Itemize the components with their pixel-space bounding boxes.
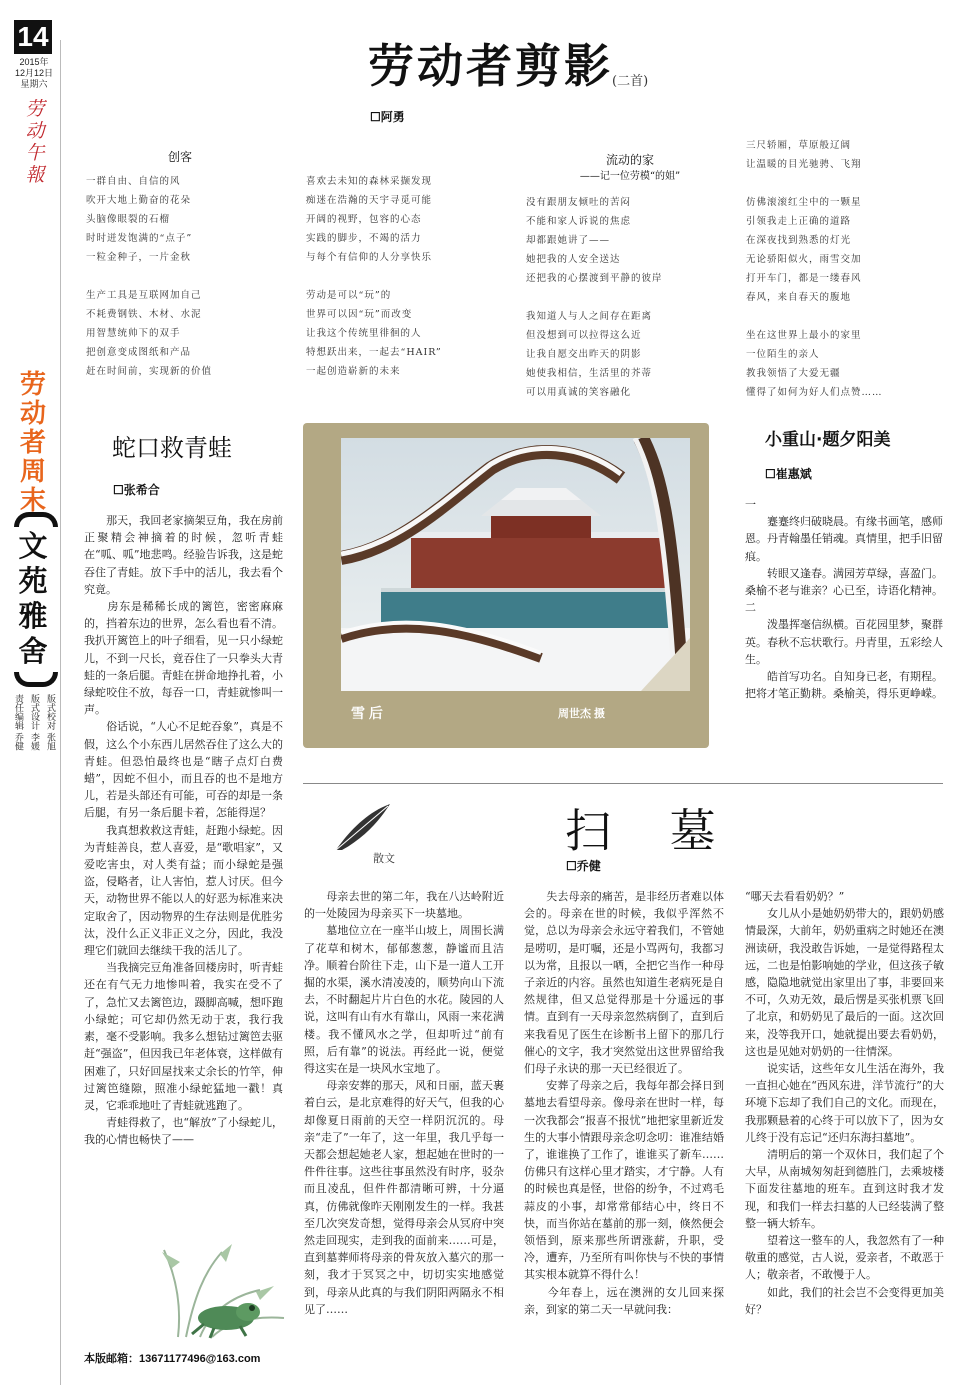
essay-byline: ☐乔健 xyxy=(566,859,601,873)
poem2-subtitle: ——记一位劳模“的姐” xyxy=(579,171,681,182)
section-label: 文 苑 雅 舍 xyxy=(18,531,48,668)
feature-subtitle: (二首) xyxy=(612,74,649,89)
frog-article-body: 那天，我回老家摘架豆角，我在房前正聚精会神摘着的时候，忽听青蛙在“呱、呱”地悲鸣。经验告诉我，这是蛇吞住了青蛙。放下手中的活儿，我去看个究竟。 房东是稀稀长成的篱笆，密密麻麻的，挡着东边的世界，怎么看也看不清。我扒开篱笆上的叶子细看，见一只小绿蛇儿，不到一尺长，竟吞住了一只拳头大青蛙的一条后腿。青蛙在拼命地挣扎着，小绿蛇咬住不放，每吞一口，青蛙就惨叫一声。 俗话说，“人心不足蛇吞象”，真是不假，这么个小东西儿居然吞住了这么大的青蛙。但恐怕最终也是“瞎子点灯白费蜡”，因蛇不但小，而且吞的也不是地方儿，若是头部还有可能，可吞的却是一条后腿，有另一条后腿卡着，怎能得逞？ 我真想救救这青蛙，赶跑小绿蛇。因为青蛙善良，惹人喜爱，是“歌唱家”，又爱吃害虫，对人类有益；而小绿蛇是强盗，侵略者，让人害怕，惹人讨厌。但今天，动物世界不能以人的好恶为标准来决定取舍了，因动物界的生存法则是优胜劣汰，没什么正义非正义之分，因此，我没理它们就回去继续干我的活儿了。 当我摘完豆角准备回楼房时，听青蛙还在有气无力地惨叫着，我实在受不了了，急忙又去篱笆边，蹑脚高喊，想吓跑小绿蛇；可它却仍然无动于衷，我行我素，毫不受影响。我多么想钻过篱笆去驱赶“强盗”，但因我已年老体衰，这样做有困难了，只好回屋找来丈余长的竹竿，伸过篱笆缝隙，照准小绿蛇猛地一戳！真灵，它乖乖地吐了青蛙就逃跑了。 青蛙得救了，也“解放”了小绿蛇儿，我的心情也畅快了—— xyxy=(84,514,283,1147)
credit-proofread: 版式校对 张旭 xyxy=(46,694,56,751)
essay-tag: 散文 xyxy=(373,852,395,865)
masthead-logo: 劳 动 午 報 xyxy=(25,98,45,186)
photo-credit: 周世杰 摄 xyxy=(558,708,606,720)
credit-editor: 责任编辑 乔健 xyxy=(14,694,24,751)
poem2-column-1: 没有跟朋友倾吐的苦闷 不能和家人诉说的焦虑 却都跟她讲了—— 她把我的人安全送达 还把我的心摆渡到平静的彼岸 我知道人与人之间存在距离 但没想到可以拉得这么近 让我自愿交出昨天的阴影 她使我相信，生活里的芥蒂 可以用真诚的笑容融化 xyxy=(526,197,663,398)
contact-email: 本版邮箱：13671177496@163.com xyxy=(84,1353,261,1365)
frog-article-title: 蛇口救青蛙 xyxy=(112,434,232,462)
essay-column-2: 失去母亲的痛苦，是非经历者难以体会的。母亲在世的时候，我似乎浑然不觉，总以为母亲会永远守着我们，不管她是唠叨，是叮嘱，还是小骂两句，我都习以为常，且报以一哂，全把它当作一种母子亲近的内容。虽然也知道生老病死是自然规律，但又总觉得那是十分遥远的事情。直到有一天母亲忽然病倒了，直到后来我看见了医生在诊断书上留下的那几行催心的文字，我才突然觉出这世界留给我们母子永诀的那一天已经很近了。 安葬了母亲之后，我每年都会择日到墓地去看望母亲。像母亲在世时一样，每一次我都会“报喜不报忧”地把家里新近发生的大事小情跟母亲念叨念叨：谁准结婚了，谁谁换了工作了，谁谁买了新车……仿佛只有这样心里才踏实，才宁静。人有的时候也真是怪，世俗的纷争，不过鸡毛蒜皮的小事，却常常郁结心中，终日不快，而当你站在墓前的那一刻，倏然便会领悟到，原来那些所谓涨薪，升职，受冷，遭弃，乃至所有叫你快与不快的事情其实根本就算不得什么！ 今年春上，远在澳洲的女儿回来探亲，到家的第二天一早就问我： xyxy=(524,890,724,1316)
issue-date: 2015年 12月12日 星期六 xyxy=(14,57,54,89)
credit-design: 版式设计 李媛 xyxy=(30,694,40,751)
feature-byline: ☐阿勇 xyxy=(370,110,405,124)
frog-article-byline: ☐张希合 xyxy=(113,483,160,497)
ci-byline: ☐崔惠斌 xyxy=(765,467,812,481)
essay-column-1: 母亲去世的第二年，我在八达岭附近的一处陵园为母亲买下一块墓地。 墓地位立在一座半山坡上，周围长满了花草和树木，郁郁葱葱，静谧而且洁净。顺着台阶往下走，山下是一道人工开掘的水渠，溪水清凌凌的，顺势向山下流去，不时翻起片片白色的水花。陵园的人说，这叫有山有水有靠山，风雨一来花满楼。我不懂风水之学，但却听过“前有照，后有靠”的说法。再经此一说，便觉得这实在是一块风水宝地了。 母亲安葬的那天，风和日丽，蓝天裹着白云，是北京难得的好天气，但我的心却像夏日雨前的天空一样阴沉沉的。母亲“走了”一年了，这一年里，我几乎每一天都会想起她老人家，想起她在世时的一件件往事。这些往事虽然没有时序，驳杂而且凌乱，但件件都清晰可辨，十分逼真，仿佛就像昨天刚刚发生的一样。我甚至几次突发奇想，觉得母亲会从冥府中突然走回现实，走到我的面前来……可是，直到墓葬师将母亲的骨灰放入墓穴的那一刻，我才于冥冥之中，切切实实地感觉到，母亲从此真的与我们阴阳两隔永不相见了…… xyxy=(304,890,504,1316)
editor-credits xyxy=(14,694,58,774)
quill-icon xyxy=(330,800,394,856)
bracket-bottom xyxy=(14,672,58,687)
essay-title: 扫 墓 xyxy=(565,804,738,858)
frog-illustration xyxy=(160,1232,290,1342)
poem2-title: 流动的家 xyxy=(605,153,654,167)
ci-body: 一 蹇蹇终归破晓晨。有缘书画笔，感师恩。丹青翰墨任销魂。真情里，把手旧留痕。 转眼又逢春。满园芳草绿，喜盈门。桑榆不老与谁亲？心已至，诗语化精神。 二 泼墨挥毫信纵横。百花园里梦，聚群英。春秋不忘状歌行。丹青里，五彩绘人生。 皓首写功名。自知身已老，有期程。把将才笔正勤耕。桑榆美，得乐更峥嵘。 xyxy=(745,498,943,701)
essay-column-3: “哪天去看看奶奶？” 女儿从小是她奶奶带大的，跟奶奶感情最深，大前年，奶奶重病之时她还在澳洲读研，我没敢告诉她，一是觉得路程太远，二也是怕影响她的学业，但这孩子敏感，隐隐地就觉出家里出了事，非要回来不可，久劝无效，最后愣是买张机票飞回了北京，和奶奶见了最后的一面。这次回来，没等我开口，她就提出要去看奶奶，这也是见她对奶奶的一往情深。 说实话，这些年女儿生活在海外，我一直担心她在“西风东进，洋节流行”的大环境下忘却了我们自己的文化。而现在，我那颗悬着的心终于可以放下了，因为女儿终于没有忘记“还归东海扫墓地”。 清明后的第一个双休日，我们起了个大早，从南城匆匆赶到德胜门，去乘坡楼下面发往墓地的班车。直到这时我才发现，和我们一样去扫墓的人已经装满了整整一辆大轿车。 望着这一整车的人，我忽然有了一种敬重的感觉，古人说，爱亲者，不敢恶于人；敬亲者，不敢慢于人。 如此，我们的社会岂不会变得更加美好？ xyxy=(745,890,944,1316)
bracket-top xyxy=(14,512,58,527)
photo-caption: 雪 后 xyxy=(351,705,383,721)
snow-photo xyxy=(341,438,690,691)
feature-title: 劳动者剪影 xyxy=(368,39,613,93)
ci-title: 小重山·题夕阳美 xyxy=(765,430,891,450)
weekly-label: 劳 动 者 周 末 xyxy=(19,369,46,515)
poem1-column-2: 喜欢去未知的森林采撷发现 痴迷在浩瀚的天宇寻觅可能 开阔的视野，包容的心态 实践的脚步，不竭的活力 与每个有信仰的人分享快乐 劳动是可以“玩”的 世界可以因“玩”而改变 让我这个传统里徘徊的人 特想跃出来，一起去“HAIR” 一起创造崭新的未来 xyxy=(306,176,442,377)
section-rule xyxy=(303,783,943,784)
poem1-column-1: 一群自由、自信的风 吹开大地上勤奋的花朵 头脑像眼裂的石榴 时时迸发饱满的“点子” 一粒金种子，一片金秋 生产工具是互联网加自己 不耗费钢铁、木材、水泥 用智慧统帅下的双手 把创意变成图纸和产品 赶在时间前，实现新的价值 xyxy=(86,176,213,377)
margin-divider xyxy=(60,40,61,1385)
poem1-title: 创客 xyxy=(167,150,192,164)
page-number: 14 xyxy=(14,20,52,54)
poem2-column-2: 三尺轿厢，草原般辽阔 让温暖的目光驰骋、飞翔 仿佛滚滚红尘中的一颗星 引领我走上正确的道路 在深夜找到熟悉的灯光 无论骄阳似火，雨雪交加 打开车门，都是一缕春风 春风，来自春天的腹地 坐在这世界上最小的家里 一位陌生的亲人 教我领悟了大爱无疆 懂得了如何为好人们点赞…… xyxy=(746,140,883,398)
